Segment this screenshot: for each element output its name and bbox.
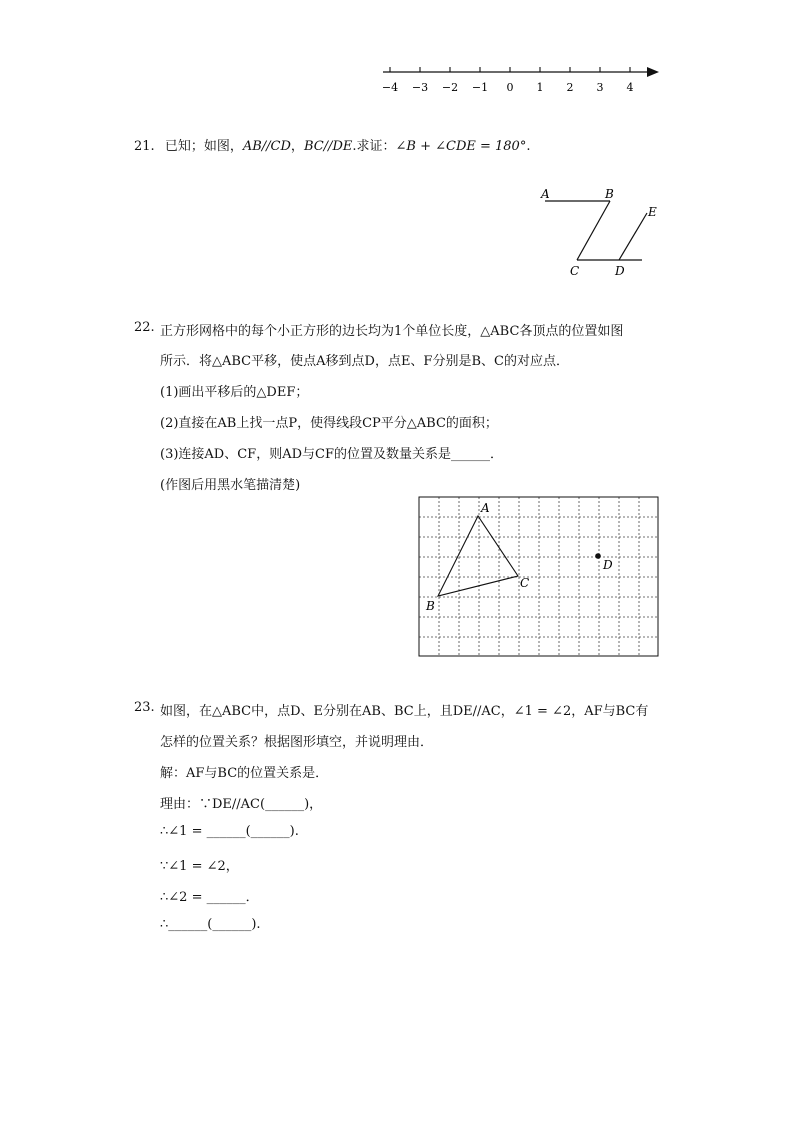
q22-triangle-abc — [438, 516, 518, 596]
number-line-tick-label: −1 — [471, 81, 489, 94]
q21-label-c: C — [570, 264, 580, 278]
number-line-tick-label: 4 — [626, 81, 634, 94]
q23-line1: 如图，在△ABC中，点D、E分别在AB、BC上，且DE//AC，∠1 = ∠2，AF与BC有 — [160, 704, 649, 719]
q23-answer: 解：AF与BC的位置关系是． — [160, 766, 329, 781]
q22-label-a: A — [481, 501, 490, 515]
number-line — [375, 60, 665, 100]
q21-claim: ∠B + ∠CDE = 180° — [395, 139, 527, 154]
q21-segment-bc — [577, 201, 610, 260]
q22-sub3: (3)连接AD、CF，则AD与CF的位置及数量关系是______． — [160, 447, 503, 462]
number-line-tick-label: 2 — [566, 81, 574, 94]
q21-sep: ， — [290, 139, 304, 154]
number-line-tick-label: 0 — [506, 81, 514, 94]
q21-label-b: B — [605, 187, 614, 201]
number-line-arrow-icon — [647, 67, 659, 77]
q23-reason3: ∵∠1 = ∠2， — [160, 859, 239, 874]
q22-label-c: C — [520, 576, 530, 590]
q21-statement — [134, 135, 530, 154]
q21-figure — [535, 183, 665, 283]
q22-line1: 正方形网格中的每个小正方形的边长均为1个单位长度，△ABC各顶点的位置如图 — [160, 324, 624, 339]
q23-reason1: 理由：∵DE//AC(______)， — [160, 797, 323, 812]
q23-reason2: ∴∠1 = ______(______). — [160, 824, 299, 839]
number-line-tick-label: 1 — [536, 81, 544, 94]
q22-sub2: (2)直接在AB上找一点P，使得线段CP平分△ABC的面积； — [160, 416, 498, 431]
q22-grid-figure — [418, 496, 660, 658]
q21-label-e: E — [648, 205, 657, 219]
q21-bc-de: BC//DE — [303, 139, 353, 154]
q22-point-d — [595, 553, 601, 559]
q21-end: . — [526, 139, 531, 154]
q22-label-b: B — [426, 599, 435, 613]
q21-segment-de — [619, 213, 647, 260]
q23-line2: 怎样的位置关系？根据图形填空，并说明理由． — [160, 735, 434, 750]
q21-number: 21. — [134, 139, 155, 154]
q23-number: 23. — [134, 700, 155, 715]
q22-grid-border — [419, 497, 658, 656]
q22-line2: 所示．将△ABC平移，使点A移到点D，点E、F分别是B、C的对应点． — [160, 354, 569, 369]
q21-ab-cd: AB//CD — [242, 139, 291, 154]
q22-note: (作图后用黑水笔描清楚) — [160, 478, 301, 493]
q21-label-d: D — [615, 264, 625, 278]
q21-text-b: .求证： — [352, 139, 396, 154]
q23-reason4: ∴∠2 = ______． — [160, 890, 259, 905]
q22-label-d: D — [603, 558, 613, 572]
number-line-tick-label: −4 — [381, 81, 399, 94]
number-line-tick-label: −2 — [441, 81, 459, 94]
q21-label-a: A — [541, 187, 550, 201]
q22-number: 22. — [134, 320, 155, 335]
q21-text-a: 已知；如图， — [164, 139, 243, 154]
number-line-tick-label: 3 — [596, 81, 604, 94]
q23-reason5: ∴______(______). — [160, 917, 261, 932]
q22-sub1: (1)画出平移后的△DEF； — [160, 385, 309, 400]
number-line-tick-label: −3 — [411, 81, 429, 94]
